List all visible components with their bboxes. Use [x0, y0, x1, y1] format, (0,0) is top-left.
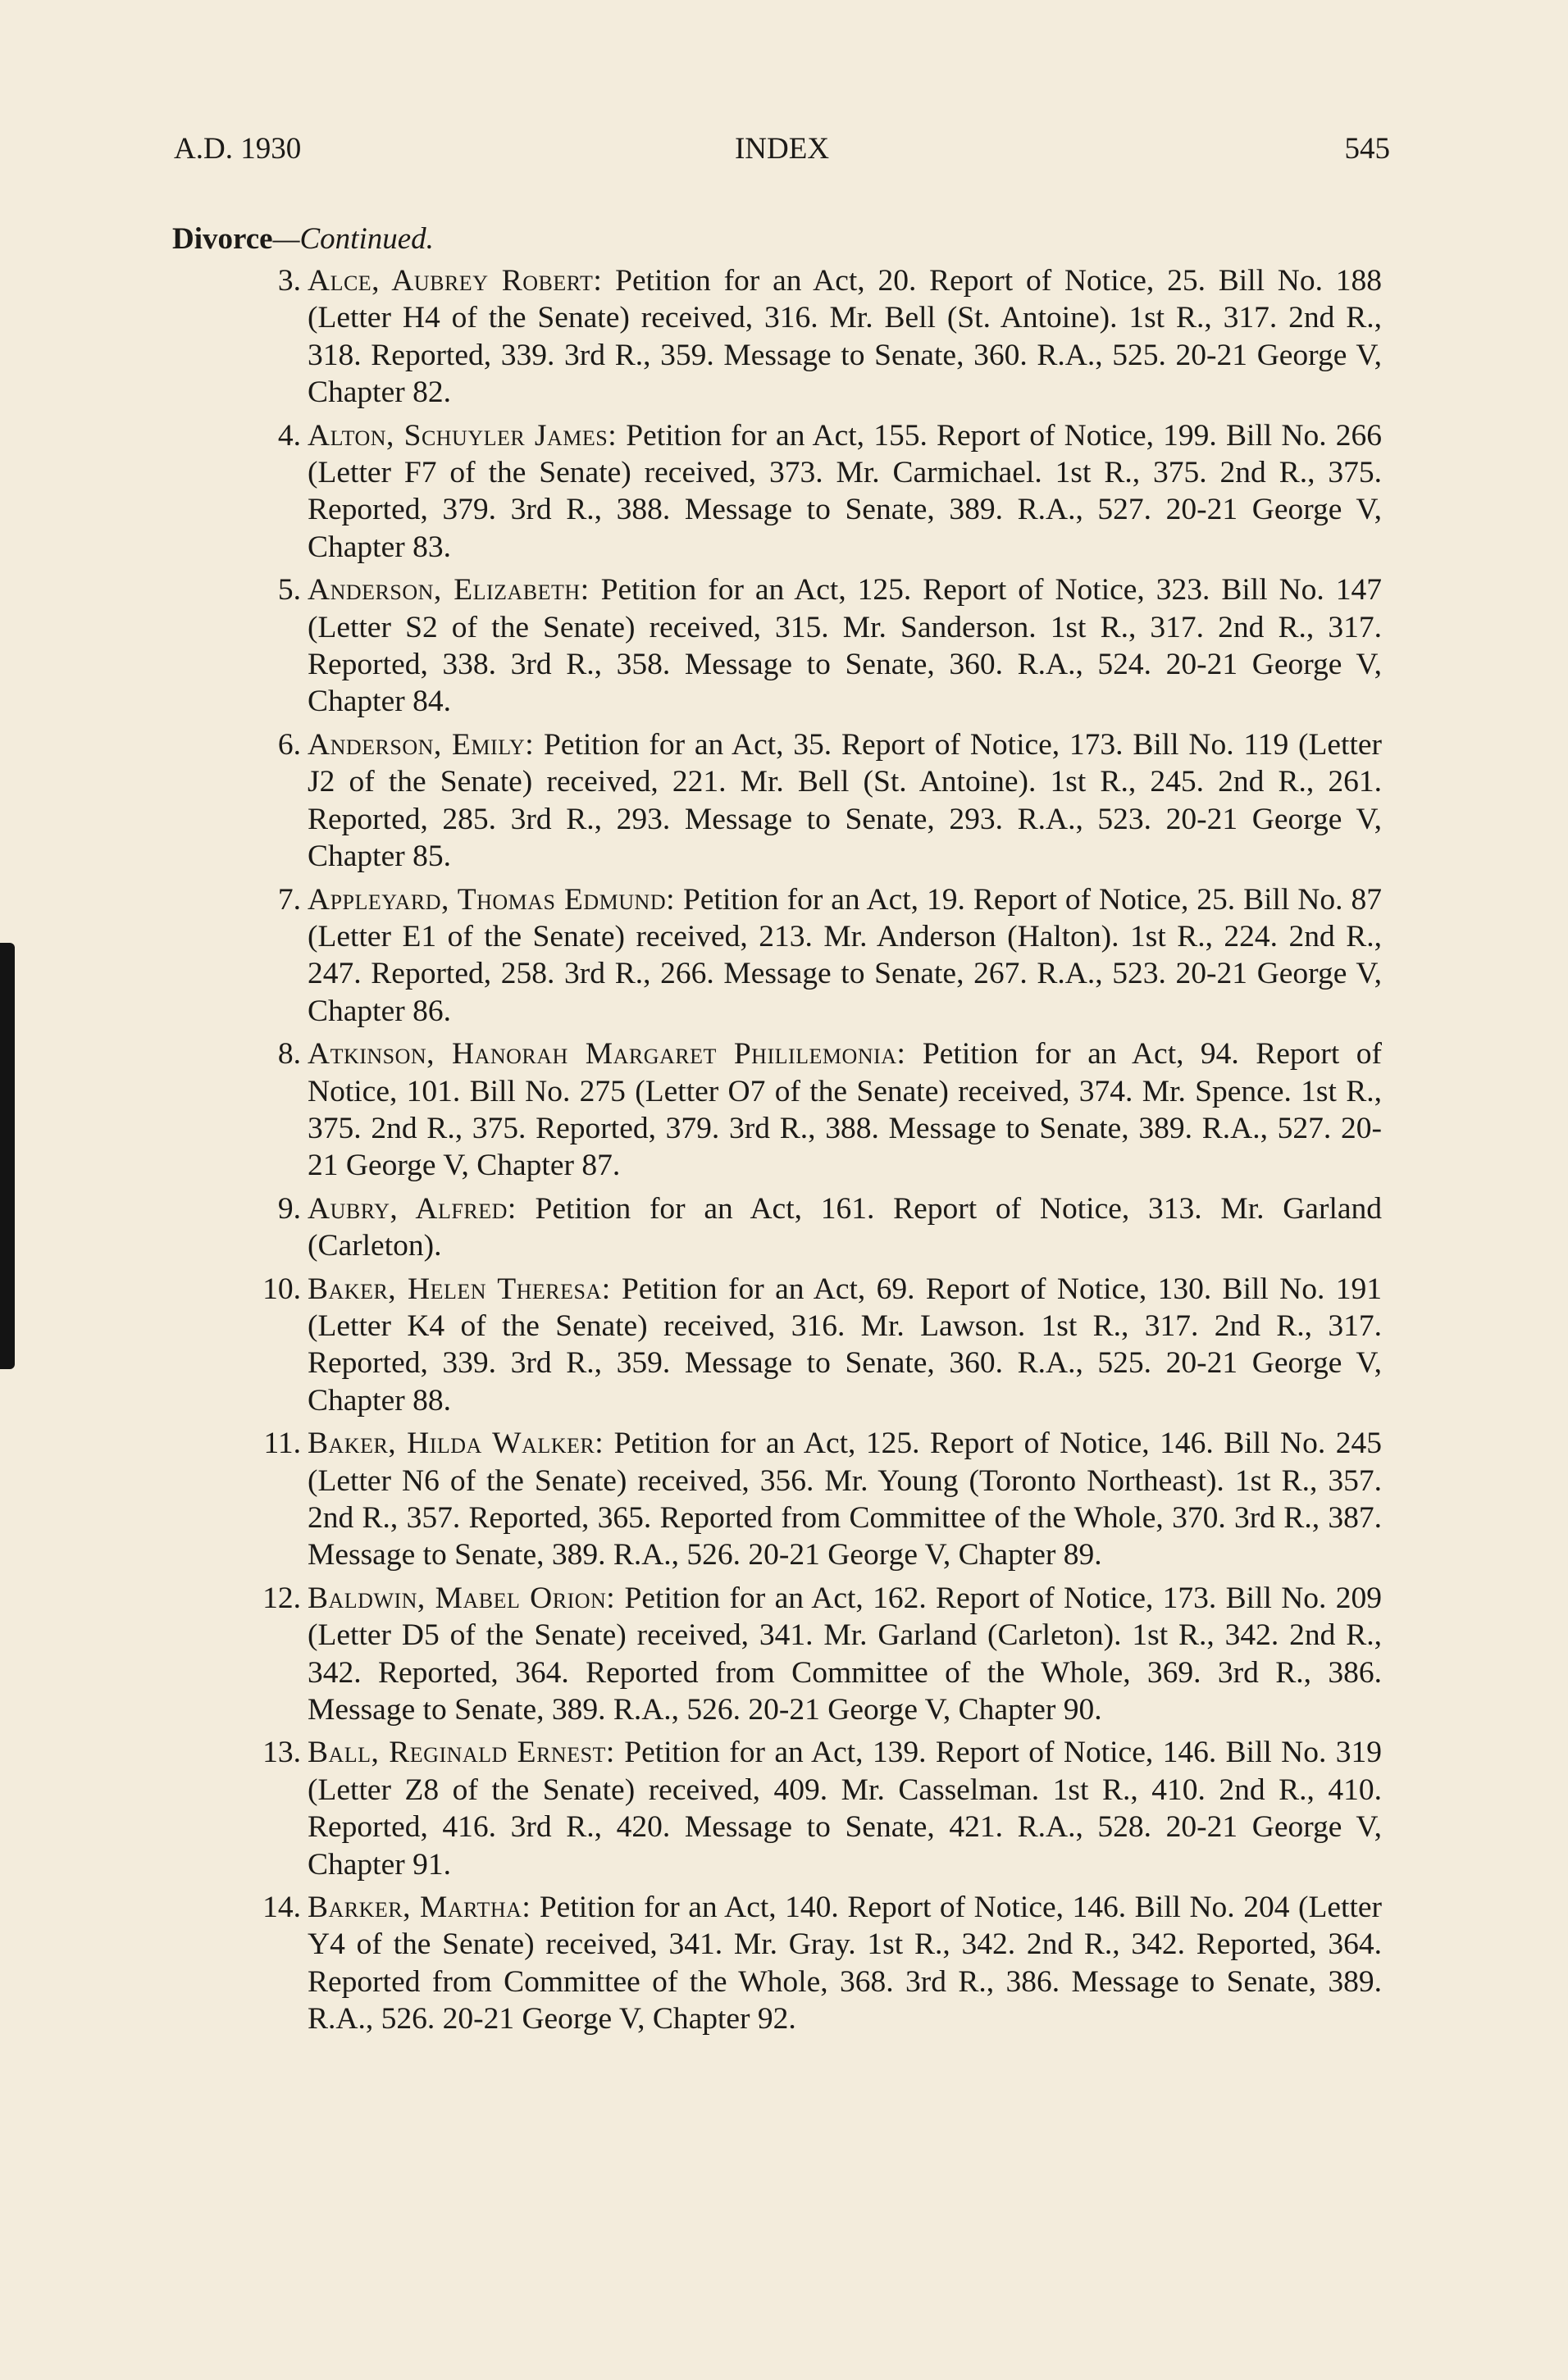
index-entry: [262, 1580, 1382, 1729]
section-title: Divorce: [172, 222, 273, 256]
entry-number: 8.: [277, 1037, 301, 1072]
entry-number: 14.: [262, 1891, 301, 1925]
entry-text: Petition for an Act, 125. Report of Notice, 146. Bill No. 245 (Letter N6 of the Senate) received, 356. Mr. Young (Toronto Northeast). 1st R., 357. 2nd R., 357. Reported, 365. Reported from Committee of the Whole, 370. 3rd R., 387. Message to Senate, 389. R.A., 526. 20-21 George V, Chapter 89.: [308, 1427, 1382, 1572]
entry-number: 7.: [277, 882, 301, 917]
index-entry: [277, 726, 1382, 876]
index-entry: [262, 1734, 1382, 1883]
entry-text: Petition for an Act, 140. Report of Notice, 146. Bill No. 204 (Letter Y4 of the Senate) received, 341. Mr. Gray. 1st R., 342. 2nd R., 342. Reported, 364. Reported from Committee of the Whole, 368. 3rd R., 386. Message to Senate, 389. R.A., 526. 20-21 George V, Chapter 92.: [308, 1891, 1382, 2036]
index-entry: [263, 1425, 1382, 1574]
index-entry: [277, 1190, 1383, 1265]
entry-number: 9.: [277, 1191, 301, 1226]
entry-text: Petition for an Act, 69. Report of Notice, 130. Bill No. 191 (Letter K4 of the Senate) received, 316. Mr. Lawson. 1st R., 317. 2nd R., 317. Reported, 339. 3rd R., 359. Message to Senate, 360. R.A., 525. 20-21 George V, Chapter 88.: [308, 1272, 1382, 1418]
entry-name: Anderson, Elizabeth:: [308, 573, 590, 608]
entry-text: Petition for an Act, 162. Report of Notice, 173. Bill No. 209 (Letter D5 of the Senate) received, 341. Mr. Garland (Carleton). 1st R., 342. 2nd R., 342. Reported, 364. Reported from Committee of the Whole, 369. 3rd R., 386. Message to Senate, 389. R.A., 526. 20-21 George V, Chapter 90.: [308, 1581, 1382, 1727]
entry-name: Appleyard, Thomas Edmund:: [308, 882, 676, 917]
entry-number: 4.: [277, 418, 301, 453]
page-header: [174, 131, 1390, 180]
section-heading: [172, 221, 434, 257]
entry-text: Petition for an Act, 35. Report of Notice, 173. Bill No. 119 (Letter J2 of the Senate) received, 221. Mr. Bell (St. Antoine). 1st R., 245. 2nd R., 261. Reported, 285. 3rd R., 293. Message to Senate, 293. R.A., 523. 20-21 George V, Chapter 85.: [308, 727, 1382, 874]
entry-text: Petition for an Act, 19. Report of Notice, 25. Bill No. 87 (Letter E1 of the Senate) received, 213. Mr. Anderson (Halton). 1st R., 224. 2nd R., 247. Reported, 258. 3rd R., 266. Message to Senate, 267. R.A., 523. 20-21 George V, Chapter 86.: [308, 882, 1382, 1028]
entry-name: Baker, Helen Theresa:: [308, 1272, 611, 1306]
entry-number: 5.: [277, 573, 301, 608]
index-entry: [277, 881, 1382, 1031]
entry-text: Petition for an Act, 155. Report of Notice, 199. Bill No. 266 (Letter F7 of the Senate) received, 373. Mr. Carmichael. 1st R., 375. 2nd R., 375. Reported, 379. 3rd R., 388. Message to Senate, 389. R.A., 527. 20-21 George V, Chapter 83.: [308, 418, 1383, 564]
index-entry: [262, 1271, 1382, 1420]
entry-name: Baker, Hilda Walker:: [308, 1427, 604, 1461]
index-entry: [277, 417, 1383, 567]
entry-name: Baldwin, Mabel Orion:: [308, 1581, 616, 1615]
entry-text: Petition for an Act, 94. Report of Notice, 101. Bill No. 275 (Letter O7 of the Senate) received, 374. Mr. Spence. 1st R., 375. 2nd R., 375. Reported, 379. 3rd R., 388. Message to Senate, 389. R.A., 527. 20-21 George V, Chapter 87.: [308, 1037, 1383, 1183]
index-entry: [277, 571, 1383, 721]
entry-name: Alce, Aubrey Robert:: [308, 264, 603, 298]
entry-name: Atkinson, Hanorah Margaret Phililemonia:: [308, 1037, 906, 1072]
index-entry: [262, 1889, 1382, 2038]
entry-number: 10.: [262, 1272, 301, 1306]
entry-text: Petition for an Act, 20. Report of Notice, 25. Bill No. 188 (Letter H4 of the Senate) received, 316. Mr. Bell (St. Antoine). 1st R., 317. 2nd R., 318. Reported, 339. 3rd R., 359. Message to Senate, 360. R.A., 525. 20-21 George V, Chapter 82.: [308, 264, 1382, 410]
entry-number: 11.: [263, 1427, 301, 1461]
header-title: INDEX: [734, 132, 830, 166]
entry-name: Barker, Martha:: [308, 1891, 531, 1925]
index-entry: [277, 1035, 1383, 1185]
entry-text: Petition for an Act, 161. Report of Notice, 313. Mr. Garland (Carleton).: [308, 1191, 1383, 1263]
entry-number: 13.: [262, 1736, 301, 1770]
index-entry: [277, 262, 1382, 412]
entry-name: Alton, Schuyler James:: [308, 418, 618, 453]
entry-text: Petition for an Act, 139. Report of Notice, 146. Bill No. 319 (Letter Z8 of the Senate) received, 409. Mr. Casselman. 1st R., 410. 2nd R., 410. Reported, 416. 3rd R., 420. Message to Senate, 421. R.A., 528. 20-21 George V, Chapter 91.: [308, 1736, 1382, 1882]
page-number: 545: [1344, 132, 1390, 166]
index-entries: [0, 262, 1568, 2044]
entry-name: Anderson, Emily:: [308, 727, 535, 762]
entry-text: Petition for an Act, 125. Report of Notice, 323. Bill No. 147 (Letter S2 of the Senate) received, 315. Mr. Sanderson. 1st R., 317. 2nd R., 317. Reported, 338. 3rd R., 358. Message to Senate, 360. R.A., 524. 20-21 George V, Chapter 84.: [308, 573, 1383, 719]
entry-name: Aubry, Alfred:: [308, 1191, 517, 1226]
entry-number: 12.: [262, 1581, 301, 1615]
entry-number: 6.: [277, 727, 301, 762]
entry-number: 3.: [277, 264, 301, 298]
entry-name: Ball, Reginald Ernest:: [308, 1736, 615, 1770]
header-year: A.D. 1930: [174, 132, 302, 166]
section-continued: —Continued.: [272, 222, 434, 256]
